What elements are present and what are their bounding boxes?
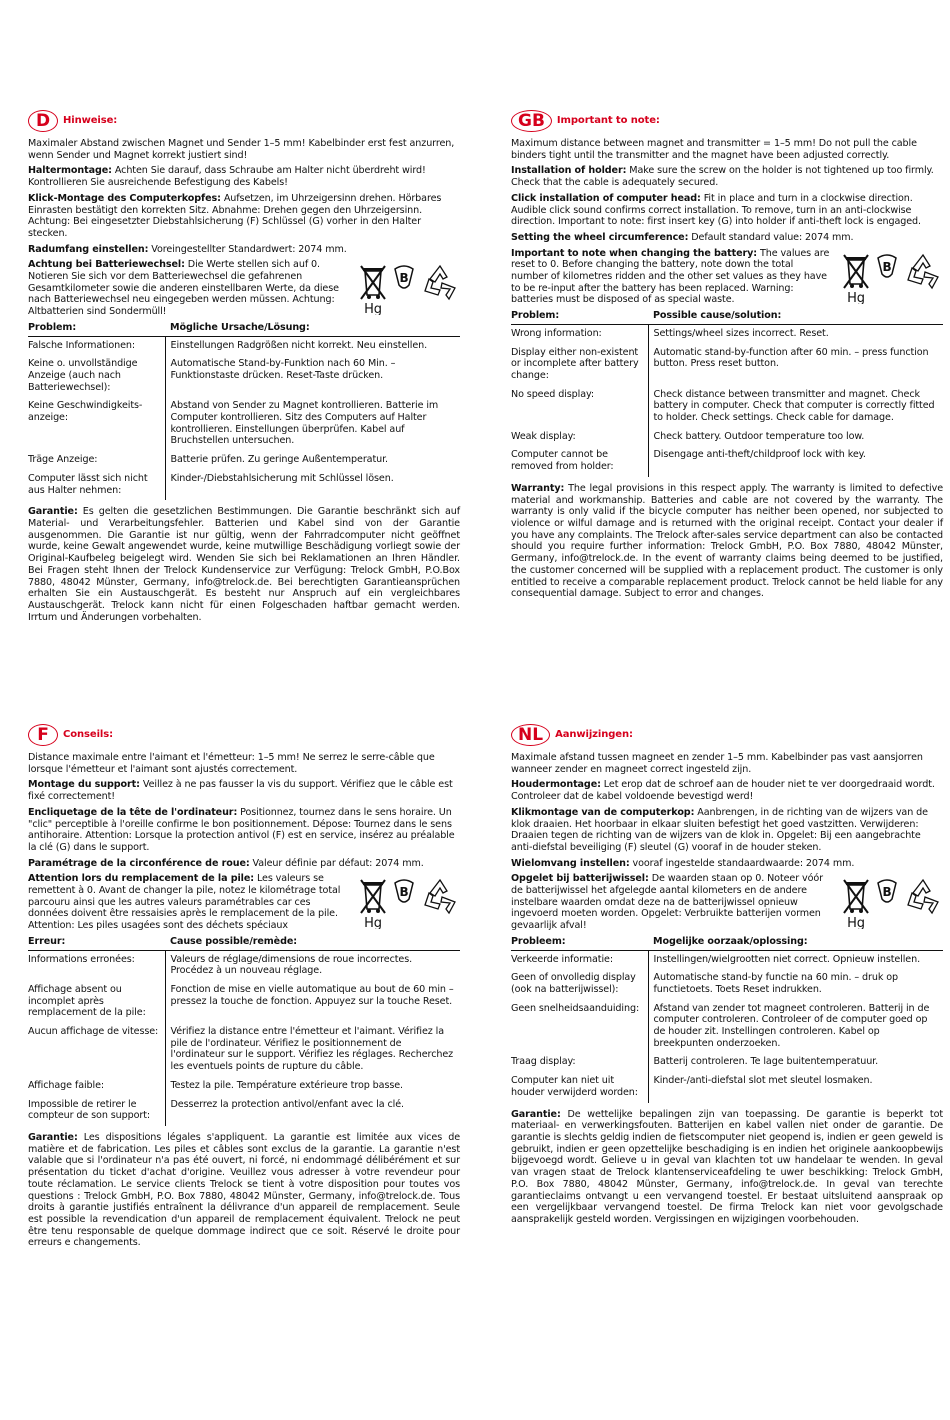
holder-paragraph: Houdermontage: Let erop dat de schroef aan de houder niet te ver doorgedraaid wordt. Controleer dat de kabel voldoende bevestigd werd!: [511, 779, 935, 803]
problem-cell: Affichage absent ou incomplet après remplacement de la pile:: [28, 981, 165, 1023]
section-header: [511, 724, 943, 746]
problem-header: Problem:: [511, 310, 648, 324]
intro-text: Maximaler Abstand zwischen Magnet und Sender 1–5 mm! Kabelbinder erst fest anzurren, wenn Sender und Magnet korrekt justiert sind!: [28, 138, 455, 161]
solution-cell: Disengage anti-theft/childproof lock with key.: [653, 449, 866, 461]
click-paragraph: Klikmontage van de computerkop: Aanbrengen, in de richting van de wijzers van de klok draaien. Het hoorbaar in elkaar sluiten befestigt het goed vastzitten. Verwijderen: Draaien tegen de richting van de wijzers van de klok in. Opgelet: Bij een aangebrachte anti-diefstal beveiliging (F) sleutel (G) vooraf in de houder steken.: [511, 806, 928, 853]
table-row: [28, 981, 460, 1023]
crossed-bin-icon: [358, 877, 388, 929]
troubleshooting-table: [28, 322, 460, 500]
table-row: [511, 428, 943, 447]
disposal-symbols: [358, 877, 460, 929]
troubleshooting-table: [511, 936, 943, 1103]
wheel-paragraph: Wielomvang instellen: vooraf ingestelde standaardwaarde: 2074 mm.: [511, 857, 855, 869]
wheel-paragraph: Setting the wheel circumference: Default standard value: 2074 mm.: [511, 231, 854, 243]
recycle-icon: [420, 877, 460, 917]
svg-text:Hg: Hg: [364, 302, 382, 316]
battery-block: [511, 248, 943, 307]
svg-text:B: B: [399, 885, 409, 900]
table-header-row: [28, 936, 460, 950]
recycle-icon: [903, 877, 943, 917]
disposal-symbols: [358, 263, 460, 315]
solution-cell: Abstand von Sender zu Magnet kontrollieren. Batterie im Computer kontrollieren. Sitz des Computers auf Halter kontrollieren. Einstellungen überprüfen. Kabel auf Bruchstellen untersuchen.: [170, 400, 439, 447]
section-header: [28, 724, 460, 746]
table-header-row: [511, 310, 943, 324]
warranty-paragraph: Garantie: Es gelten die gesetzlichen Bestimmungen. Die Garantie beschränkt sich auf Material- und Verarbeitungsfehler. Batterien und Kabel sind von der Garantie ausgenommen. Die Garantie ist nur gültig, wenn der Fahrradcomputer nicht geöffnet wurde, keine Gewalt angewendet wurde, keine mutwillige Beschädigung vorliegt sowie der Original-Kaufbeleg beigelegt wird. Wenden Sie sich bei Reklamationen an Ihren Händler. Bei Fragen steht Ihnen der Trelock Kundenservice zur Verfügung: Trelock GmbH, P.O.Box 7880, 48042 Münster, Germany, info@trelock.de. Bei berechtigten Garantieansprüchen erhalten Sie ein Austauschgerät. Es besteht nur Anspruch auf ein vergleichbares Austauschgerät. Trelock kann nicht für einen Folgeschaden haftbar gemacht werden. Irrtum und Änderungen vorbehalten.: [28, 506, 460, 623]
solution-cell: Automatische stand-by functie na 60 min. – druk op functietoets. Toets Reset indrukken.: [653, 972, 898, 995]
section-nl: [511, 724, 943, 1230]
problem-cell: Verkeerde informatie:: [511, 950, 648, 969]
problem-cell: Display either non-existent or incomplete after battery change:: [511, 344, 648, 386]
table-header-row: [511, 936, 943, 950]
table-row: [511, 1072, 943, 1102]
recycle-icon: [903, 252, 943, 292]
battery-block: [511, 873, 943, 932]
problem-cell: Falsche Informationen:: [28, 336, 165, 355]
battery-b-icon: [875, 877, 899, 907]
warranty-paragraph: Warranty: The legal provisions in this respect apply. The warranty is limited to defective material and workmanship. Batteries and cable are not covered by the warranty. The warranty is only valid if the bicycle computer has neither been opened, nor subjected to violence or wilful damage and is returned with the original receipt. Contact your dealer if you have any complaints. The Trelock after-sales service department can also be contacted should you require further information: Trelock GmbH, P.O. Box 7880, 48042 Münster, Germany, info@trelock.de. In the event of warranty claims being deemed to be justified, the customer concerned will be supplied with a replacement product. The customer is only entitled to receive a comparable replacement product. Trelock cannot be held liable for any consequential damage. Subject to error and changes.: [511, 482, 943, 600]
table-row: [511, 950, 943, 969]
holder-paragraph: Installation of holder: Make sure the screw on the holder is not tightened up too firmly. Check that the cable is adequately secured.: [511, 165, 934, 189]
battery-note: Attention: Les piles usagées sont des déchets spéciaux: [28, 920, 288, 932]
table-header-row: [28, 322, 460, 336]
problem-cell: Computer kan niet uit houder verwijderd worden:: [511, 1072, 648, 1102]
warranty-paragraph: Garantie: De wettelijke bepalingen zijn van toepassing. De garantie is beperkt tot materiaal- en verwerkingsfouten. Batterijen en kabel vallen niet onder de garantie. De garantie is slechts geldig indien de fietscomputer niet geopend is, indien er geen geweld is gebruikt, indien er geen opzettelijke beschadiging is en indien het originele aankoopbewijs bijgevoegd wordt. Gelieve u in geval van klachten tot uw handelaar te wenden. In geval van vragen staat de Trelock klantenserviceafdeling te uwer beschikking: Trelock GmbH, P.O. Box 7880, 48042 Münster, Germany, info@trelock.de. In geval van terechte garantieclaims ontvangt u een vervangend toestel. Er bestaat uitsluitend aanspraak op een vergelijkbaar vervangend toestel. De firma Trelock kan niet voor gevolgschade aansprakelijk gesteld worden. Vergissingen en wijzigingen voorbehouden.: [511, 1108, 943, 1225]
table-row: [28, 1096, 460, 1126]
section-header: [28, 110, 460, 132]
intro-text: Distance maximale entre l'aimant et l'émetteur: 1–5 mm! Ne serrez le serre-câble que lorsque l'émetteur et l'aimant sont ajustés correctement.: [28, 752, 435, 775]
battery-paragraph: Opgelet bij batterijwissel: De waarden staan op 0. Noteer vóór de batterijwissel het afgelegde aantal kilometers en de andere instelbare waarden omdat deze na de batterijwissel opnieuw ingevoerd moeten worden. Opgelet: Verbruikte batterijen vormen gevaarlijk afval!: [511, 873, 823, 932]
problem-cell: Geen snelheidsaanduiding:: [511, 1000, 648, 1054]
holder-paragraph: Montage du support: Veillez à ne pas fausser la vis du support. Vérifiez que le câble est fixé correctement!: [28, 779, 453, 803]
crossed-bin-icon: [841, 877, 871, 929]
table-row: [511, 344, 943, 386]
solution-cell: Kinder-/anti-diefstal slot met sleutel losmaken.: [653, 1075, 873, 1087]
problem-header: Erreur:: [28, 936, 165, 950]
solution-cell: Testez la pile. Température extérieure trop basse.: [170, 1079, 403, 1091]
section-gb: [511, 110, 943, 604]
solution-header: Mögliche Ursache/Lösung:: [165, 322, 460, 336]
solution-cell: Vérifiez la distance entre l'émetteur et l'aimant. Vérifiez la pile de l'ordinateur. Vérifiez le positionnement de l'ordinateur sur le support. Vérifiez les réglages. Recherchez les eventuels points de rupture du câble.: [170, 1026, 454, 1073]
problem-cell: Informations erronées:: [28, 950, 165, 981]
wheel-paragraph: Paramétrage de la circonférence de roue: Valeur définie par défaut: 2074 mm.: [28, 857, 424, 869]
click-paragraph: Encliquetage de la tête de l'ordinateur: Positionnez, tournez dans le sens horaire. Un "clic" perceptible à l'oreille confirme le bon positionnement. Dépose: Tournez dans le sens antihoraire. Attention: Lorsque la protection antivol (F) est en service, insérez au préalable la clé (G) dans le support.: [28, 806, 455, 853]
troubleshooting-table: [511, 310, 943, 477]
table-row: [28, 336, 460, 355]
solution-cell: Check distance between transmitter and magnet. Check battery in computer. Check that computer is correctly fitted to holder. Check settings. Check cable for damage.: [653, 388, 935, 424]
battery-block: [28, 259, 460, 318]
table-row: [28, 1077, 460, 1096]
svg-text:Hg: Hg: [847, 290, 865, 304]
table-row: [511, 386, 943, 428]
solution-cell: Kinder-/Diebstahlsicherung mit Schlüssel lösen.: [170, 472, 394, 484]
solution-cell: Check battery. Outdoor temperature too low.: [653, 430, 865, 442]
problem-cell: Träge Anzeige:: [28, 451, 165, 470]
section-header: [511, 110, 943, 132]
table-row: [511, 1053, 943, 1072]
problem-cell: No speed display:: [511, 386, 648, 428]
solution-cell: Batterie prüfen. Zu geringe Außentemperatur.: [170, 454, 388, 466]
solution-header: Cause possible/remède:: [165, 936, 460, 950]
intro-text: Maximale afstand tussen magneet en zender 1–5 mm. Kabelbinder pas vast aansjorren wanneer zender en magneet correct ingesteld zijn.: [511, 752, 923, 775]
svg-text:Hg: Hg: [364, 916, 382, 930]
table-row: [511, 969, 943, 999]
table-row: [28, 355, 460, 397]
battery-paragraph: Attention lors du remplacement de la pile: Les valeurs se remettent à 0. Avant de changer la pile, notez le kilométrage total parcouru ainsi que les autres valeurs paramétrables car ces données doivent être ressaisies après le remplacement de la pile. Attention: Les piles usagées sont des déchets spéciaux: [28, 873, 341, 932]
problem-cell: Weak display:: [511, 428, 648, 447]
solution-cell: Desserrez la protection antivol/enfant avec la clé.: [170, 1098, 404, 1110]
section-de: [28, 110, 460, 627]
disposal-symbols: [841, 252, 943, 304]
warranty-paragraph: Garantie: Les dispositions légales s'appliquent. La garantie est limitée aux vices de matière et de fabrication. Les piles et câbles sont exclus de la garantie. La garantie n'est valable que si l'ordinateur n'a pas été ouvert, ni forcé, ni endommagé délibérément et sur présentation du ticket d'achat d'origine. Veuillez vous adresser à votre revendeur pour toute réclamation. Le service clients Trelock se tient à votre disposition pour toutes vos questions : Trelock GmbH, P.O. Box 7880, 48042 Münster, Germany, info@trelock.de. Tous droits à garantie justifiés entraînent la délivrance d'un appareil de remplacement. Seule est possible la revendication d'un appareil de remplacement équivalent. Trelock ne peut être tenu responsable de quelque dommage indirect que ce soit. Réservé le droite pour erreurs e changements.: [28, 1131, 460, 1249]
solution-cell: Batterij controleren. Te lage buitentemperatuur.: [653, 1056, 879, 1068]
section-title: Hinweise:: [63, 114, 118, 126]
language-badge: F: [28, 724, 58, 746]
table-row: [511, 446, 943, 476]
section-title: Important to note:: [556, 114, 660, 126]
battery-block: [28, 873, 460, 932]
svg-text:B: B: [882, 885, 892, 900]
crossed-bin-icon: [358, 263, 388, 315]
problem-cell: Impossible de retirer le compteur de son support:: [28, 1096, 165, 1126]
problem-header: Probleem:: [511, 936, 648, 950]
disposal-symbols: [841, 877, 943, 929]
battery-paragraph: Important to note when changing the battery: The values are reset to 0. Before changing the battery, note down the total number of kilometres ridden and the other set values as they have to be re-input after the battery has been replaced. Warning: batteries must be disposed of as special waste.: [511, 247, 830, 306]
svg-text:Hg: Hg: [847, 916, 865, 930]
problem-cell: Affichage faible:: [28, 1077, 165, 1096]
table-row: [511, 1000, 943, 1054]
problem-cell: Traag display:: [511, 1053, 648, 1072]
solution-cell: Automatische Stand-by-Funktion nach 60 Min. – Funktionstaste drücken. Reset-Taste drücken.: [170, 358, 396, 381]
problem-cell: Computer lässt sich nicht aus Halter nehmen:: [28, 470, 165, 500]
click-paragraph: Klick-Montage des Computerkopfes: Aufsetzen, im Uhrzeigersinn drehen. Hörbares Einrasten bestätigt den korrekten Sitz. Abnahme: Drehen gegen den Uhrzeigersinn. Achtung: Bei eingesetzter Diebstahlsicherung (F) Schlüssel (G) vorher in den Halter stecken.: [28, 192, 442, 239]
table-row: [28, 950, 460, 981]
solution-cell: Einstellungen Radgrößen nicht korrekt. Neu einstellen.: [170, 339, 428, 351]
battery-b-icon: [392, 263, 416, 293]
solution-header: Possible cause/solution:: [648, 310, 943, 324]
solution-cell: Fonction de mise en vielle automatique au bout de 60 min – pressez la touche de fonction. Appuyez sur la touche Reset.: [170, 983, 454, 1007]
solution-cell: Automatic stand-by-function after 60 min. – press function button. Press reset button.: [653, 346, 929, 370]
problem-cell: Keine Geschwindigkeits-anzeige:: [28, 397, 165, 451]
table-row: [28, 470, 460, 500]
svg-text:B: B: [399, 271, 409, 286]
wheel-paragraph: Radumfang einstellen: Voreingestellter Standardwert: 2074 mm.: [28, 243, 347, 255]
solution-cell: Afstand van zender tot magneet controleren. Batterij in de computer controleren. Controleer of de computer goed op de houder zit. Instellingen controleren. Kabel op breekpunten onderzoeken.: [653, 1002, 930, 1049]
problem-cell: Wrong information:: [511, 324, 648, 343]
section-title: Aanwijzingen:: [555, 728, 633, 740]
problem-cell: Keine o. unvollständige Anzeige (auch nach Batteriewechsel):: [28, 355, 165, 397]
solution-cell: Valeurs de réglage/dimensions de roue incorrectes. Procédez à un nouveau réglage.: [170, 953, 413, 977]
troubleshooting-table: [28, 936, 460, 1126]
intro-text: Maximum distance between magnet and transmitter = 1–5 mm! Do not pull the cable binders tight until the transmitter and the magnet have been adjusted correctly.: [511, 138, 917, 161]
solution-cell: Instellingen/wielgrootten niet correct. Opnieuw instellen.: [653, 953, 921, 965]
holder-paragraph: Haltermontage: Achten Sie darauf, dass Schraube am Halter nicht überdreht wird! Kontrollieren Sie ausreichende Befestigung des Kabels!: [28, 165, 426, 189]
problem-cell: Geen of onvolledig display (ook na batterijwissel):: [511, 969, 648, 999]
table-row: [28, 397, 460, 451]
section-fr: [28, 724, 460, 1253]
click-paragraph: Click installation of computer head: Fit in place and turn in a clockwise direction. Audible click sound confirms correct installation. To remove, turn in an anti-clockwise direction. Important to note: first insert key (G) into holder if anti-theft lock is engaged.: [511, 192, 921, 228]
battery-b-icon: [875, 252, 899, 282]
svg-text:B: B: [882, 259, 892, 274]
language-badge: NL: [511, 724, 550, 746]
battery-paragraph: Achtung bei Batteriewechsel: Die Werte stellen sich auf 0. Notieren Sie sich vor dem Batteriewechsel die gefahrenen Gesamtkilometer sowie die anderen einstellbaren Werte, da diese nach Batteriewechsel neu eingegeben werden müssen. Achtung: Altbatterien sind Sondermüll!: [28, 259, 339, 318]
problem-cell: Computer cannot be removed from holder:: [511, 446, 648, 476]
crossed-bin-icon: [841, 252, 871, 304]
table-row: [511, 324, 943, 343]
table-row: [28, 451, 460, 470]
recycle-icon: [420, 263, 460, 303]
battery-b-icon: [392, 877, 416, 907]
language-badge: GB: [511, 110, 552, 132]
section-title: Conseils:: [63, 728, 113, 740]
problem-cell: Aucun affichage de vitesse:: [28, 1023, 165, 1077]
language-badge: D: [28, 110, 58, 132]
solution-cell: Settings/wheel sizes incorrect. Reset.: [653, 327, 829, 339]
solution-header: Mogelijke oorzaak/oplossing:: [648, 936, 943, 950]
table-row: [28, 1023, 460, 1077]
problem-header: Problem:: [28, 322, 165, 336]
